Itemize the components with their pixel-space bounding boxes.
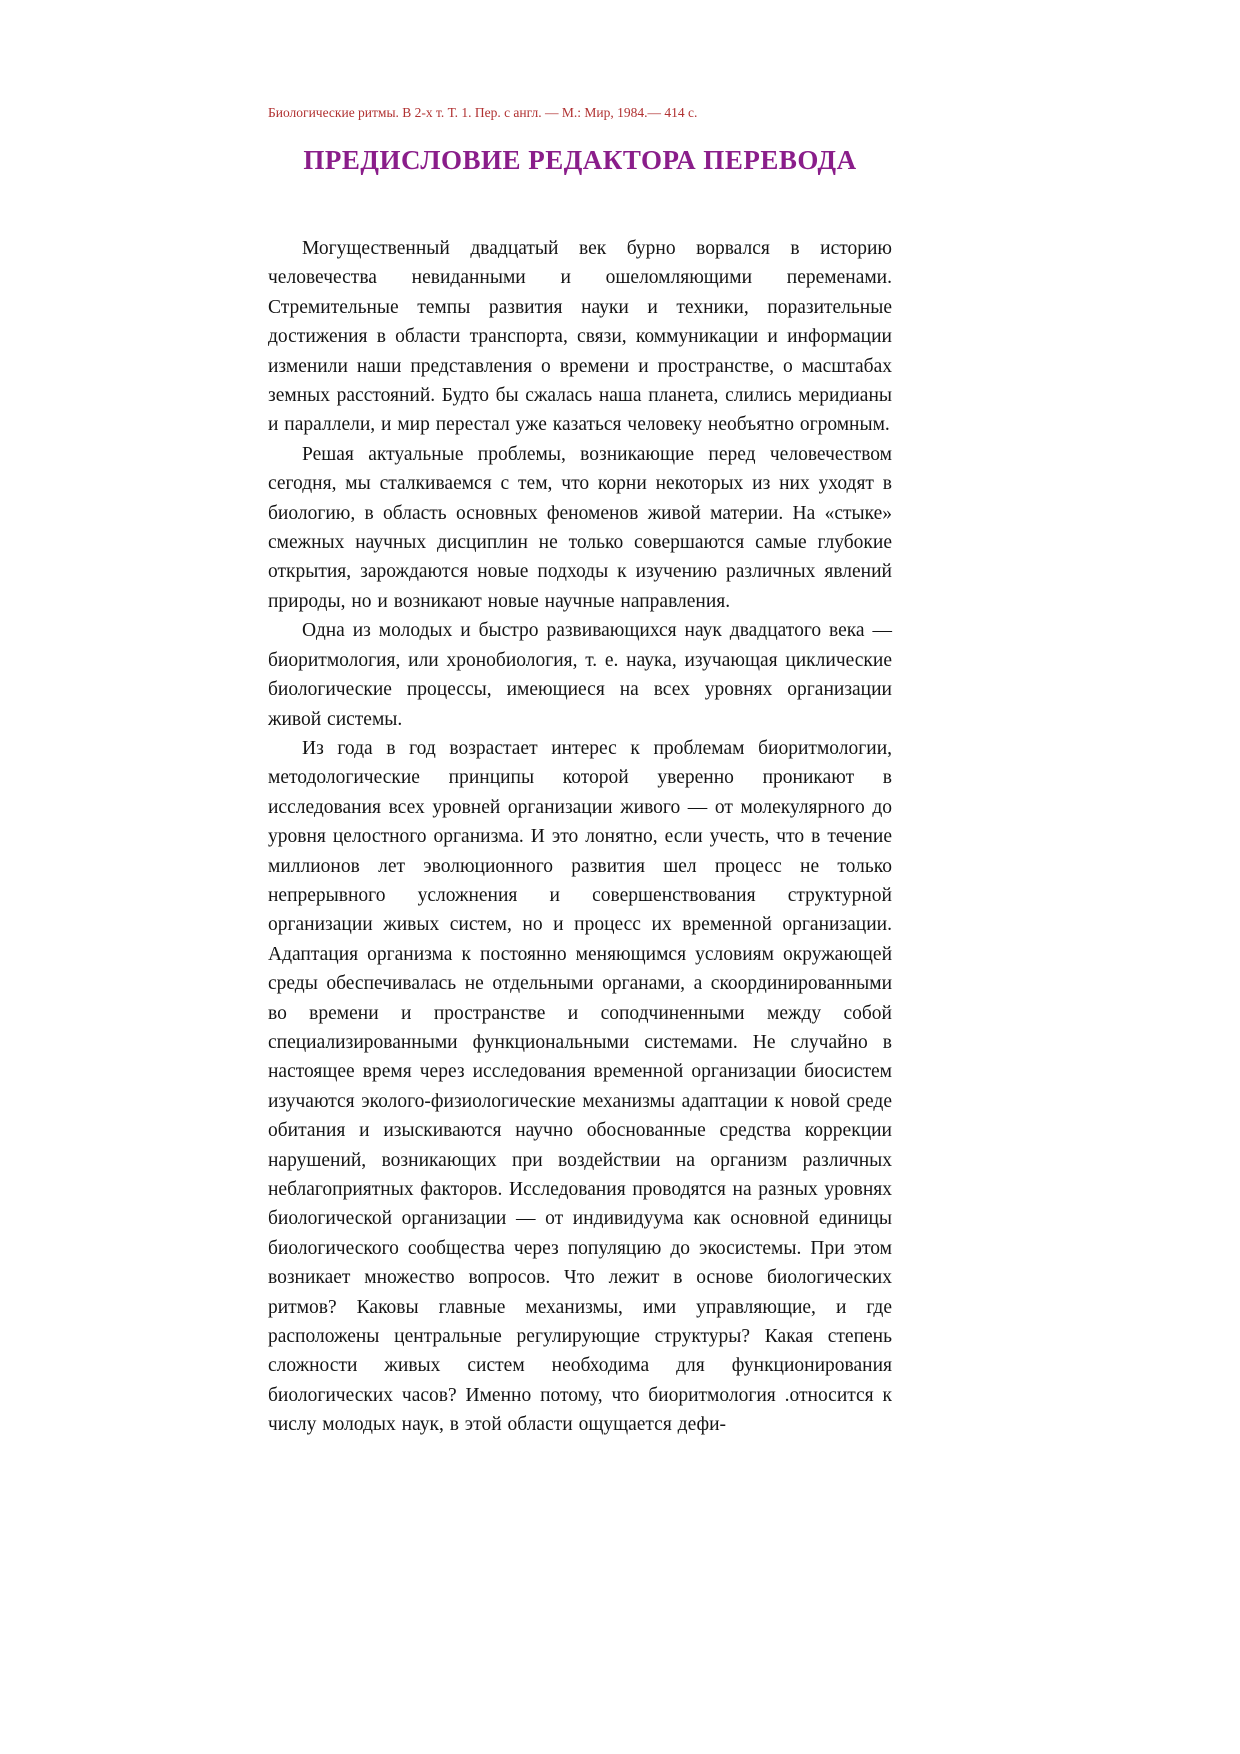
page-title: ПРЕДИСЛОВИЕ РЕДАКТОРА ПЕРЕВОДА (303, 145, 857, 175)
document-page (268, 104, 892, 1440)
bibliographic-citation: Биологические ритмы. В 2-х т. Т. 1. Пер. с англ. — М.: Мир, 1984.— 414 с. (268, 105, 698, 120)
paragraph-3: Одна из молодых и быстро развивающихся наук двадцатого века — биоритмология, или хронобиология, т. е. наука, изучающая циклические биологические процессы, имеющиеся на всех уровнях организации живой системы. (268, 620, 892, 730)
paragraph-4: Из года в год возрастает интерес к проблемам биоритмологии, методологические принципы которой уверенно проникают в исследования всех уровней организации живого — от молекулярного до уровня целостного организма. И это лонятно, если учесть, что в течение миллионов лет эволюционного развития шел процесс не только непрерывного усложнения и совершенствования структурной организации живых систем, но и процесс их временной организации. Адаптация организма к постоянно меняющимся условиям окружающей среды обеспечивалась не отдельными органами, а скоординированными во времени и пространстве и соподчиненными между собой специализированными функциональными системами. Не случайно в настоящее время через исследования временной организации биосистем изучаются эколого-физиологические механизмы адаптации к новой среде обитания и изыскиваются научно обоснованные средства коррекции нарушений, возникающих при воздействии на организм различных неблагоприятных факторов. Исследования проводятся на разных уровнях биологической организации — от индивидуума как основной единицы биологического сообщества через популяцию до экосистемы. При этом возникает множество вопросов. Что лежит в основе биологических ритмов? Каковы главные механизмы, ими управляющие, и где расположены центральные регулирующие структуры? Какая степень сложности живых систем необходима для функционирования биологических часов? Именно потому, что биоритмология .относится к числу молодых наук, в этой области ощущается дефи- (268, 737, 892, 1436)
document-body (268, 234, 892, 1440)
paragraph-1: Могущественный двадцатый век бурно ворвался в историю человечества невиданными и ошеломляющими переменами. Стремительные темпы развития науки и техники, поразительные достижения в области транспорта, связи, коммуникации и информации изменили наши представления о времени и пространстве, о масштабах земных расстояний. Будто бы сжалась наша планета, слились меридианы и параллели, и мир перестал уже казаться человеку необъятно огромным. (268, 238, 892, 436)
paragraph-2: Решая актуальные проблемы, возникающие перед человечеством сегодня, мы сталкиваемся с тем, что корни некоторых из них уходят в биологию, в область основных феноменов живой материи. На «стыке» смежных научных дисциплин не только совершаются самые глубокие открытия, зарождаются новые подходы к изучению различных явлений природы, но и возникают новые научные направления. (268, 443, 892, 612)
